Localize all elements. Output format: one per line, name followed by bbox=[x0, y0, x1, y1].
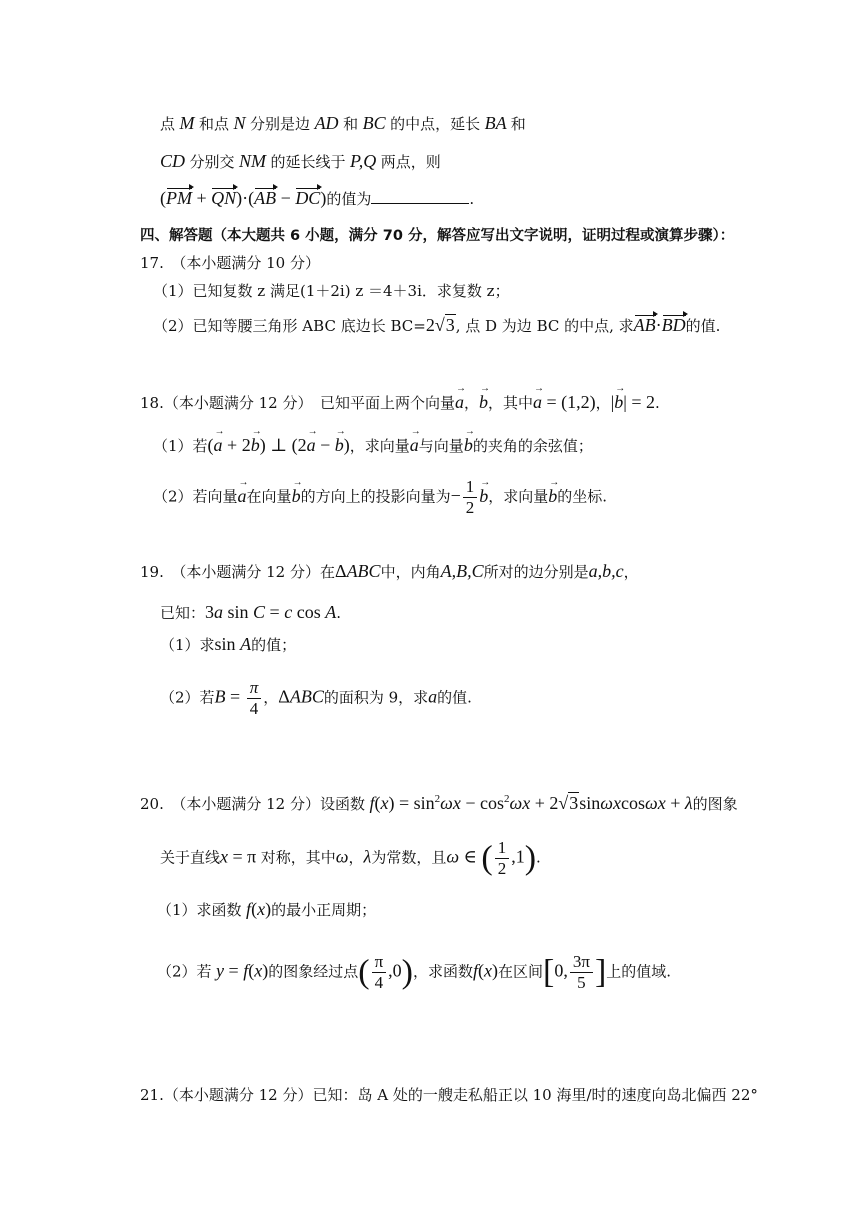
question-20-part2: （2）若 y = f(x)的图象经过点( $\frac{\pi}{4}$ ,0)，求函数f(x)在区间[0, $\frac{3\pi}{5}$ ]上的值域. bbox=[157, 952, 672, 992]
question-21-heading: 21.（本小题满分 12 分）已知：岛 A 处的一艘走私船正以 10 海里/时的速度向岛北偏西 22° bbox=[140, 1086, 758, 1104]
answer-blank bbox=[371, 187, 469, 204]
question-17-part1: （1）已知复数 z 满足(1＋2i) z ＝4＋3i．求复数 z； bbox=[153, 282, 510, 300]
text-line: 点 M 和点 N 分别是边 AD 和 BC 的中点，延长 BA 和 bbox=[160, 113, 526, 133]
text-line: (PM + QN)·(AB − DC)的值为 . bbox=[160, 188, 475, 208]
question-20-heading: 20. （本小题满分 12 分）设函数 $f(x) = \sin^2\omega x - \cos^2\omega x + 2√3\sin\omega xcos\omega x + \lambda$的图象 bbox=[140, 793, 738, 813]
question-19-part1: （1）求sin A的值； bbox=[160, 634, 297, 654]
question-18-part2: （2）若向量a →在向量b →的方向上的投影向量为− $\frac{1}{2}$ b →，求向量b →的坐标. bbox=[153, 477, 607, 518]
question-17-heading: 17. （本小题满分 10 分） bbox=[140, 254, 320, 272]
question-19-heading: 19. （本小题满分 12 分）在ΔABC中，内角A,B,C所对的边分别是a,b,c， bbox=[140, 561, 639, 581]
question-17-part2: （2）已知等腰三角形 ABC 底边长 BC=2√3, 点 D 为边 BC 的中点, 求AB·BD的值. bbox=[153, 315, 721, 335]
section-heading: 四、解答题（本大题共 6 小题，满分 70 分，解答应写出文字说明，证明过程或演算步骤）： bbox=[140, 228, 735, 244]
text-line: CD 分别交 NM 的延长线于 P,Q 两点，则 bbox=[160, 151, 441, 171]
question-20-part1: （1）求函数 f(x)的最小正周期； bbox=[157, 899, 377, 919]
question-19-part2: （2）若B = $\frac{\pi}{4}$ ，ΔABC的面积为 9，求a的值. bbox=[160, 678, 472, 718]
question-20-line2: 关于直线x = π 对称，其中ω，λ为常数，且ω ∈ ( $\frac{1}{2}$ ,1). bbox=[160, 838, 541, 878]
question-18-heading: 18.（本小题满分 12 分） 已知平面上两个向量a →，b →，其中a → = (1,2)，|b →| = 2. bbox=[140, 391, 660, 414]
question-18-part1: （1）若(a → + 2b →) ⊥ (2a → − b →)，求向量a →与向量b →的夹角的余弦值； bbox=[153, 434, 593, 457]
question-19-given: 已知：3a sin C = c cos A. bbox=[160, 602, 341, 622]
